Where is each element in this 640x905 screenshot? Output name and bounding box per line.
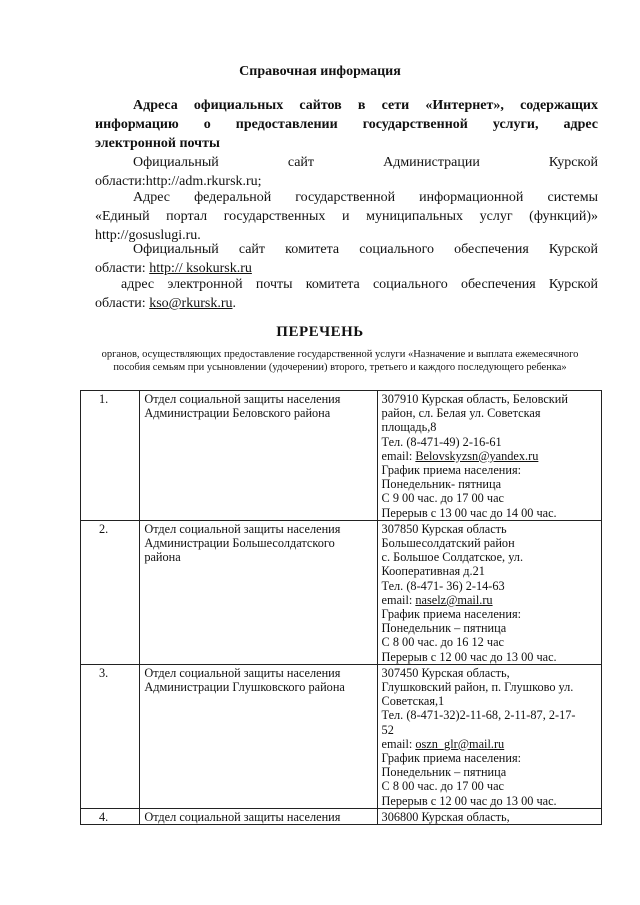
email-link[interactable]: Belovskyzsn@yandex.ru: [415, 448, 539, 463]
email-link[interactable]: oszn_glr@mail.ru: [415, 736, 505, 751]
row-number: 3.: [81, 664, 140, 808]
subtitle-line: органов, осуществляющих предоставление государственной услуги «Назначение и выплата ежемесячного: [101, 349, 579, 360]
schedule-line: График приема населения:: [381, 751, 522, 766]
schedule-line: Понедельник – пятница: [381, 765, 507, 780]
schedule-line: График приема населения:: [381, 607, 522, 622]
office-name-line: Администрации Большесолдатского: [144, 536, 335, 551]
office-name-line: Отдел социальной защиты населения: [144, 392, 341, 406]
table-row: [81, 520, 602, 664]
contact-line: район, сл. Белая ул. Советская: [381, 406, 541, 421]
schedule-line: Перерыв с 13 00 час до 14 00 час.: [381, 505, 557, 520]
email-prefix: email:: [381, 448, 416, 463]
office-name-line: Администрации Глушковского района: [144, 680, 345, 695]
paragraph-line: адрес электронной почты комитета социального обеспечения Курской: [121, 277, 598, 292]
contact-line: Кооперативная д.21: [381, 564, 485, 579]
row-number: 1.: [81, 391, 140, 521]
intro-heading-line: Адреса официальных сайтов в сети «Интернет», содержащих: [133, 98, 598, 113]
row-number: 4.: [81, 808, 140, 824]
contact-line: 307910 Курская область, Беловский: [381, 392, 568, 406]
office-contacts: [377, 520, 601, 664]
list-title: ПЕРЕЧЕНЬ: [276, 324, 364, 340]
schedule-line: Перерыв с 12 00 час до 13 00 час.: [381, 649, 557, 664]
paragraph-line: области:http://adm.rkursk.ru;: [95, 174, 262, 189]
contact-line: с. Большое Солдатское, ул.: [381, 550, 524, 565]
contact-line: Советская,1: [381, 694, 445, 709]
table-row: [81, 391, 602, 521]
office-contacts: [377, 808, 601, 824]
offices-table: [80, 390, 602, 825]
row-number: 2.: [81, 520, 140, 664]
office-name-line: Отдел социальной защиты населения: [144, 521, 341, 536]
paragraph-line: [95, 294, 598, 313]
intro-heading-line: информацию о предоставлении государственной услуги, адрес: [95, 117, 598, 132]
contact-line: 307850 Курская область: [381, 521, 507, 536]
paragraph-line: «Единый портал государственных и муниципальных услуг (функций)»: [95, 209, 598, 224]
contact-line: Тел. (8-471-49) 2-16-61: [381, 434, 502, 449]
intro-paragraph-committee-site: [95, 240, 598, 278]
contact-line: Глушковский район, п. Глушково ул.: [381, 680, 574, 695]
schedule-line: С 9 00 час. до 17 00 час: [381, 491, 504, 506]
contact-line: 306800 Курская область,: [381, 809, 510, 824]
contact-line: Большесолдатский район: [381, 536, 515, 551]
list-subtitle: [80, 348, 600, 374]
email-line: [382, 449, 599, 463]
paragraph-line: http://gosuslugi.ru.: [95, 228, 201, 243]
contact-line: Тел. (8-471- 36) 2-14-63: [381, 578, 505, 593]
office-contacts: [377, 664, 601, 808]
paragraph-line: Адрес федеральной государственной информационной системы: [133, 190, 598, 205]
table-row: [81, 808, 602, 824]
intro-heading: [95, 96, 598, 153]
office-name-line: Отдел социальной защиты населения: [144, 665, 341, 680]
contact-line: площадь,8: [381, 420, 437, 435]
committee-site-link[interactable]: http:// ksokursk.ru: [149, 261, 252, 276]
committee-email-link[interactable]: kso@rkursk.ru: [149, 296, 233, 311]
paragraph-prefix: области:: [95, 296, 150, 311]
email-prefix: email:: [381, 736, 416, 751]
schedule-line: С 8 00 час. до 17 00 час: [381, 779, 504, 794]
office-name-line: района: [144, 550, 181, 565]
contact-line: Тел. (8-471-32)2-11-68, 2-11-87, 2-17-: [381, 708, 576, 723]
intro-heading-line: электронной почты: [95, 136, 220, 151]
office-name: [140, 391, 377, 521]
page-title: Справочная информация: [239, 64, 401, 79]
email-line: [382, 593, 599, 607]
email-prefix: email:: [381, 592, 416, 607]
intro-paragraph-portal: [95, 188, 598, 245]
intro-paragraph-committee-email: [95, 275, 598, 313]
paragraph-prefix: области:: [95, 261, 150, 276]
email-line: [382, 737, 599, 751]
schedule-line: Перерыв с 12 00 час до 13 00 час.: [381, 793, 557, 808]
paragraph-line: Официальный сайт Администрации Курской: [133, 155, 598, 170]
office-name: [140, 664, 377, 808]
office-name: [140, 520, 377, 664]
schedule-line: График приема населения:: [381, 463, 522, 478]
office-name-line: Отдел социальной защиты населения: [144, 809, 341, 824]
contact-line: 52: [381, 722, 394, 737]
office-contacts: [377, 391, 601, 521]
office-name: [140, 808, 377, 824]
subtitle-line: пособия семьям при усыновлении (удочерении) второго, третьего и каждого последующего ребенка»: [113, 362, 567, 373]
paragraph-line: Официальный сайт комитета социального обеспечения Курской: [133, 242, 598, 257]
paragraph-suffix: .: [232, 296, 236, 311]
office-name-line: Администрации Беловского района: [144, 406, 331, 421]
table-row: [81, 664, 602, 808]
schedule-line: Понедельник- пятница: [381, 477, 502, 492]
intro-paragraph-site: [95, 153, 598, 191]
email-link[interactable]: naselz@mail.ru: [415, 592, 493, 607]
schedule-line: С 8 00 час. до 16 12 час: [381, 635, 504, 650]
contact-line: 307450 Курская область,: [381, 665, 510, 680]
schedule-line: Понедельник – пятница: [381, 621, 507, 636]
